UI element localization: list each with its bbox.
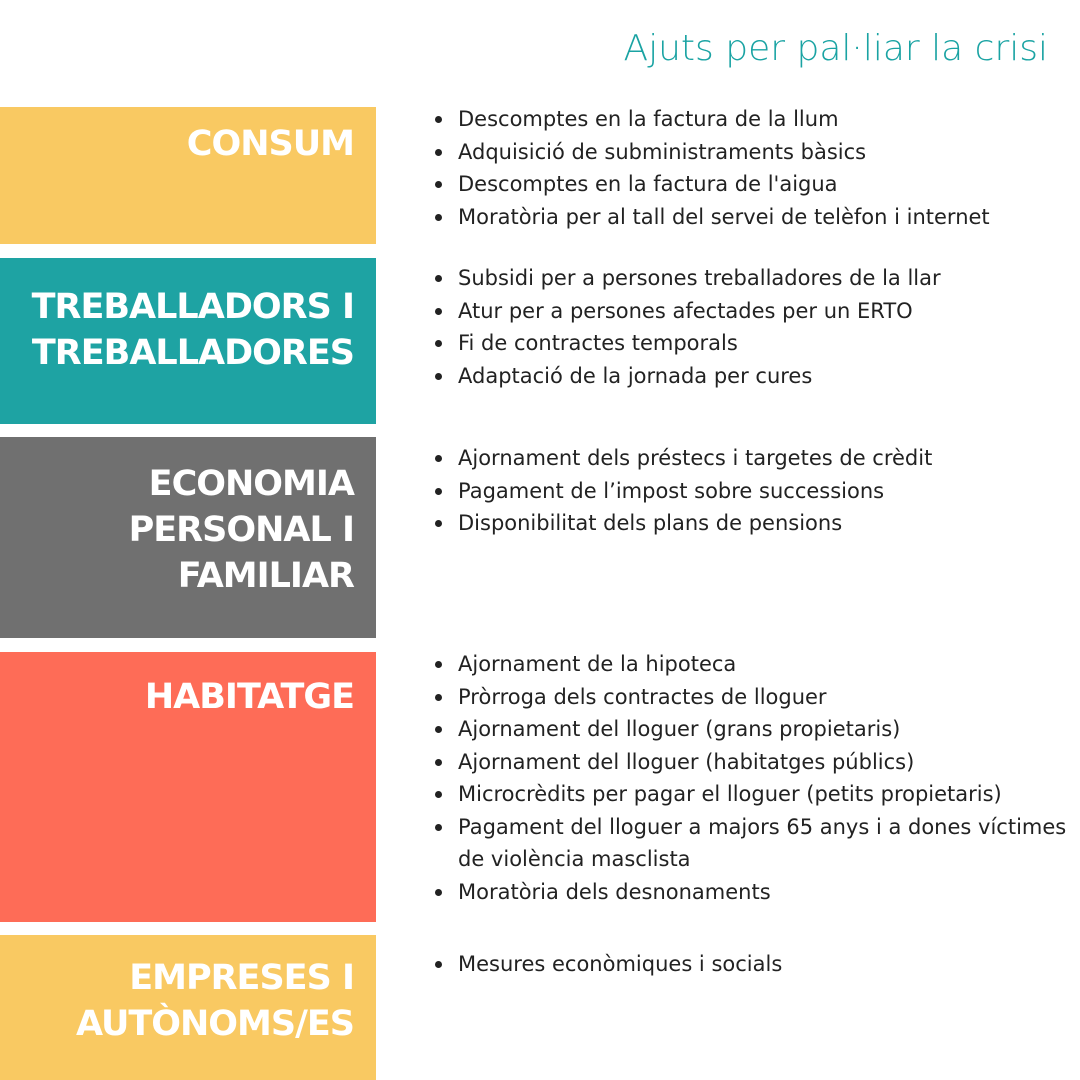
list-item: Mesures econòmiques i socials [433, 948, 1073, 981]
page-title: Ajuts per pal·liar la crisi [623, 28, 1048, 69]
category-block-economia [0, 437, 376, 638]
category-label-line: TREBALLADORS I [31, 287, 354, 327]
list-item: Descomptes en la factura de l'aigua [433, 168, 1073, 201]
list-item: Ajornament del lloguer (grans propietaris) [433, 713, 1073, 746]
list-item: Ajornament del lloguer (habitatges públics) [433, 746, 1073, 779]
category-label-line: EMPRESES I [129, 958, 354, 998]
category-label [0, 437, 354, 599]
category-label-line: HABITATGE [144, 677, 354, 717]
list-item: Ajornament de la hipoteca [433, 648, 1073, 681]
category-label-line: ECONOMIA [148, 464, 354, 504]
measures-list-treballadors [433, 262, 1073, 392]
category-block-empreses [0, 935, 376, 1080]
category-block-consum [0, 107, 376, 244]
category-label-line: CONSUM [186, 124, 354, 164]
category-label-line: PERSONAL I [128, 510, 354, 550]
list-item: Pròrroga dels contractes de lloguer [433, 681, 1073, 714]
list-item: Adquisició de subministraments bàsics [433, 136, 1073, 169]
measures-list-economia [433, 442, 1073, 540]
list-item: Disponibilitat dels plans de pensions [433, 507, 1073, 540]
list-item: Microcrèdits per pagar el lloguer (petits propietaris) [433, 778, 1073, 811]
list-item: Descomptes en la factura de la llum [433, 103, 1073, 136]
list-item: Adaptació de la jornada per cures [433, 360, 1073, 393]
list-item: Atur per a persones afectades per un ERTO [433, 295, 1073, 328]
measures-list-habitatge [433, 648, 1073, 908]
category-label [0, 107, 354, 167]
list-item: Moratòria per al tall del servei de telèfon i internet [433, 201, 1073, 234]
category-label-line: TREBALLADORES [31, 333, 354, 373]
category-label [0, 935, 354, 1047]
category-label-line: FAMILIAR [177, 556, 354, 596]
list-item: Fi de contractes temporals [433, 327, 1073, 360]
list-item: Pagament del lloguer a majors 65 anys i a dones víctimes de violència masclista [433, 811, 1073, 876]
measures-list-empreses [433, 948, 1073, 981]
category-block-treballadors [0, 258, 376, 424]
category-label-line: AUTÒNOMS/ES [75, 1004, 354, 1044]
category-label [0, 652, 354, 720]
list-item: Subsidi per a persones treballadores de la llar [433, 262, 1073, 295]
list-item: Pagament de l’impost sobre successions [433, 475, 1073, 508]
measures-list-consum [433, 103, 1073, 233]
list-item: Ajornament dels préstecs i targetes de crèdit [433, 442, 1073, 475]
list-item: Moratòria dels desnonaments [433, 876, 1073, 909]
category-label [0, 258, 354, 376]
category-block-habitatge [0, 652, 376, 922]
